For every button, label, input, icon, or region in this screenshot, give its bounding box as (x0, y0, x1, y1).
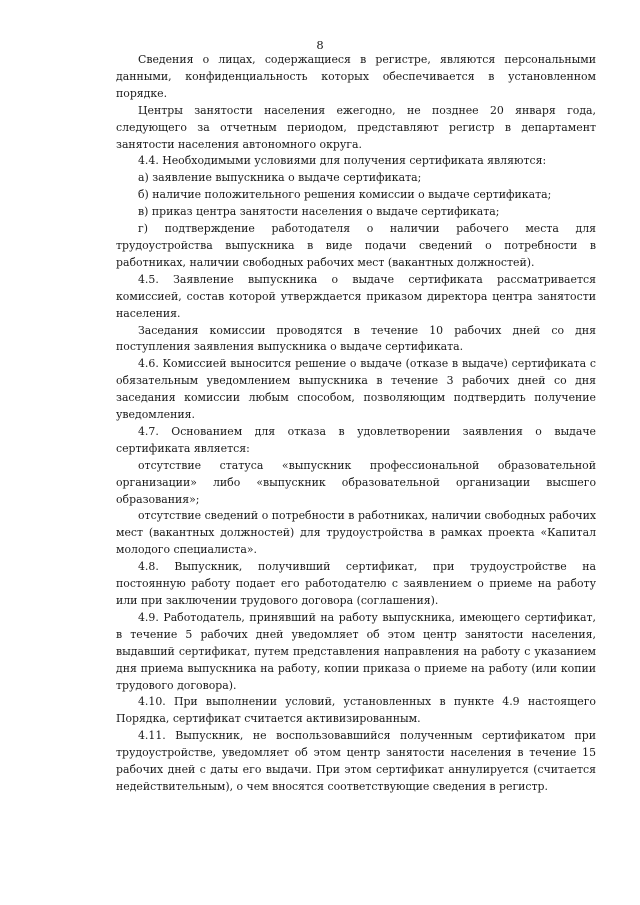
paragraph-4-4-heading: 4.4. Необходимыми условиями для получения сертификата являются: (138, 154, 547, 168)
paragraph-register-submission: Центры занятости населения ежегодно, не позднее 20 января года, следующего за отчетным периодом, представляют регистр в департамент занятости населения автономного округа. (116, 103, 596, 151)
paragraph-4-7: 4.7. Основанием для отказа в удовлетворении заявления о выдаче сертификата является: (116, 424, 596, 455)
paragraph-personal-data: Сведения о лицах, содержащиеся в регистре, являются персональными данными, конфиденциальность которых обеспечивается в установленном порядке. (116, 53, 596, 100)
paragraph-4-9: 4.9. Работодатель, принявший на работу выпускника, имеющего сертификат, в течение 5 рабочих дней уведомляет об этом центр занятости населения, выдавший сертификат, путем представления направления на работу с указанием дня приема выпускника на работу, копии приказа о приеме на работу (или копии трудового договора). (116, 610, 596, 692)
paragraph-4-5: 4.5. Заявление выпускника о выдаче сертификата рассматривается комиссией, состав которой утверждается приказом директора центра занятости населения. (116, 272, 596, 320)
paragraph-4-10: 4.10. При выполнении условий, установленных в пункте 4.9 настоящего Порядка, сертификат считается активизированным. (116, 695, 596, 726)
paragraph-4-6: 4.6. Комиссией выносится решение о выдаче (отказе в выдаче) сертификата с обязательным уведомлением выпускника в течение 3 рабочих дней со дня заседания комиссии любым способом, позволяющим подтвердить получение уведомления. (116, 357, 596, 422)
page-number: 8 (316, 38, 324, 52)
paragraph-commission-meetings: Заседания комиссии проводятся в течение 10 рабочих дней со дня поступления заявления выпускника о выдаче сертификата. (116, 323, 596, 354)
refusal-reason-vacancies: отсутствие сведений о потребности в работниках, наличии свободных рабочих мест (вакантных должностей) для трудоустройства в рамках проекта «Капитал молодого специалиста». (116, 509, 596, 557)
list-item-g: г) подтверждение работодателя о наличии рабочего места для трудоустройства выпускника в виде подачи сведений о потребности в работниках, наличии свободных рабочих мест (вакантных должностей). (116, 222, 596, 269)
paragraph-4-8: 4.8. Выпускник, получивший сертификат, при трудоустройстве на постоянную работу подает его работодателю с заявлением о приеме на работу или при заключении трудового договора (соглашения). (116, 560, 596, 607)
refusal-reason-status: отсутствие статуса «выпускник профессиональной образовательной организации» либо «выпускник образовательной организации высшего образования»; (116, 458, 596, 506)
list-item-a: а) заявление выпускника о выдаче сертификата; (138, 171, 422, 185)
document-body (116, 52, 596, 796)
list-item-v: в) приказ центра занятости населения о выдаче сертификата; (138, 205, 500, 219)
paragraph-4-11: 4.11. Выпускник, не воспользовавшийся полученным сертификатом при трудоустройстве, уведомляет об этом центр занятости населения в течение 15 рабочих дней с даты его выдачи. При этом сертификат аннулируется (считается недействительным), о чем вносятся соответствующие сведения в регистр. (116, 729, 596, 793)
list-item-b: б) наличие положительного решения комиссии о выдаче сертификата; (138, 188, 552, 202)
